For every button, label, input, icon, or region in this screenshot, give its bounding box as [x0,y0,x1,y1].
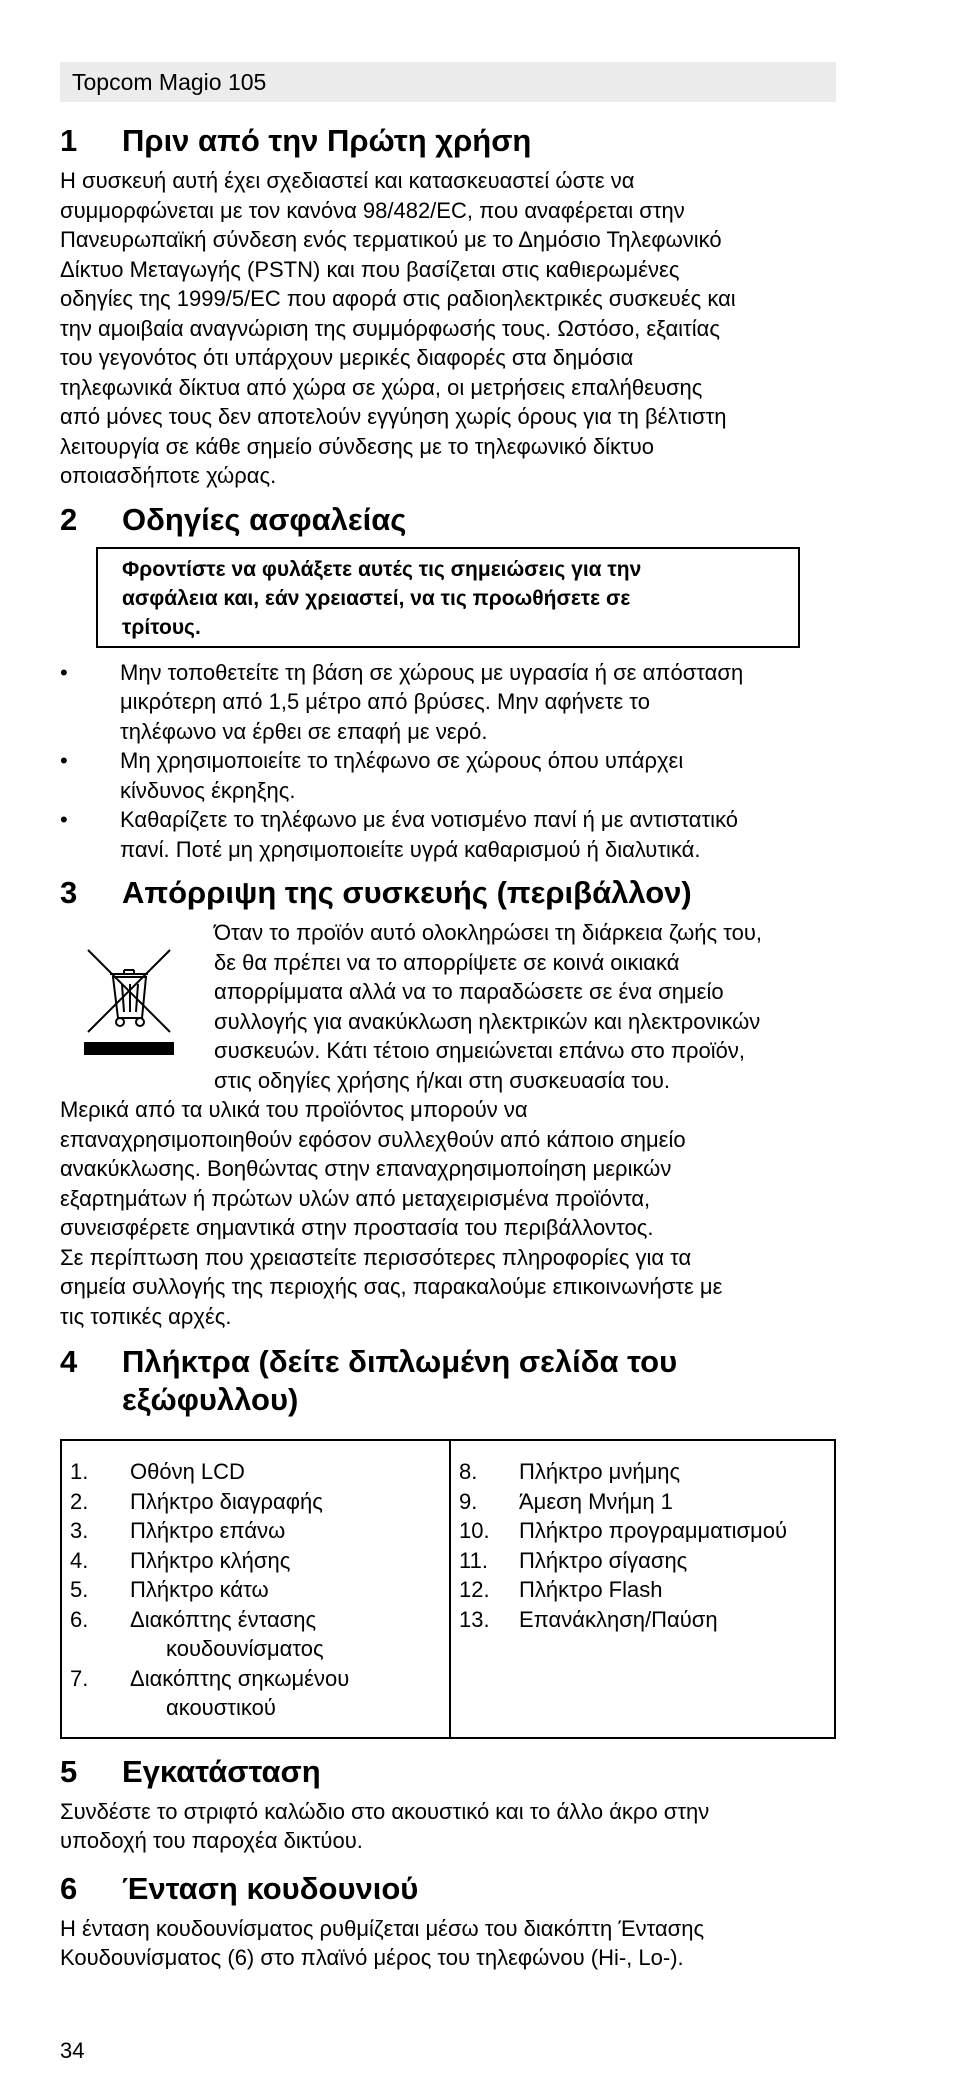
text-line: Μην τοποθετείτε τη βάση σε χώρους με υγρασία ή σε απόσταση [120,659,744,685]
section-number: 3 [60,875,78,910]
key-item [70,1575,449,1605]
text-line: του γεγονότος ότι υπάρχουν μερικές διαφορές στα δημόσια [60,345,634,370]
text-line: Δίκτυο Μεταγωγής (PSTN) και που βασίζεται στις καθιερωμένες [60,256,680,282]
key-number: 8. [459,1459,478,1484]
key-number: 5. [70,1577,89,1602]
text-line: Καθαρίζετε το τηλέφωνο με ένα νοτισμένο πανί ή με αντιστατικό [120,807,739,832]
text-line: τις τοπικές αρχές. [60,1303,232,1329]
text-line: σημεία συλλογής της περιοχής σας, παρακαλούμε επικοινωνήστε με [60,1274,723,1299]
text-line: τηλέφωνο να έρθει σε επαφή με νερό. [120,718,488,744]
page-content [60,112,840,1973]
section-title [122,1343,840,1419]
key-label: Πλήκτρο μνήμης [519,1459,681,1484]
text-line: Κουδουνίσματος (6) στο πλαϊνό μέρος του τηλεφώνου (Hi-, Lo-). [60,1945,684,1970]
text-line: πανί. Ποτέ μη χρησιμοποιείτε υγρά καθαρισμού ή διαλυτικά. [120,836,701,862]
text-line: συμμορφώνεται με τον κανόνα 98/482/EC, που αναφέρεται στην [60,197,685,223]
text-line: Μερικά από τα υλικά του προϊόντος μπορούν να [60,1097,528,1122]
key-label: Επανάκληση/Παύση [519,1606,718,1632]
section-number: 2 [60,501,78,537]
notice-line: τρίτους. [122,615,201,639]
key-label: Πλήκτρο σίγασης [519,1547,688,1573]
section-3-body [60,1095,840,1331]
bullet-icon: • [60,748,68,773]
section-title: Οδηγίες ασφαλείας [122,501,407,537]
text-line: συσκευών. Κάτι τέτοιο σημειώνεται επάνω στο προϊόν, [214,1038,746,1063]
bullet-icon: • [60,659,68,685]
title-line: Πλήκτρα (δείτε διπλωμένη σελίδα του [122,1344,678,1379]
text-line: από μόνες τους δεν αποτελούν εγγύηση χωρίς όρους για τη βέλτιστη [60,404,727,429]
disposal-block [60,918,840,1095]
page-number: 34 [60,2038,85,2063]
key-item [459,1575,834,1605]
text-line: συλλογής για ανακύκλωση ηλεκτρικών και ηλεκτρονικών [214,1008,761,1034]
keys-column-left [62,1441,451,1737]
key-number: 3. [70,1518,89,1543]
text-line: οδηγίες της 1999/5/EC που αφορά στις ραδιοηλεκτρικές συσκευές και [60,286,736,311]
section-number: 4 [60,1344,78,1379]
text-line: Πανευρωπαϊκή σύνδεση ενός τερματικού με το Δημόσιο Τηλεφωνικό [60,227,722,252]
key-item [70,1605,449,1664]
key-label-line: κουδουνίσματος [166,1636,324,1661]
key-item [70,1546,449,1576]
header-title: Topcom Magio 105 [72,69,267,95]
section-3-heading [60,874,840,912]
key-item [70,1516,449,1546]
section-4-heading [60,1343,840,1419]
text-line: την αμοιβαία αναγνώριση της συμμόρφωσής τους. Ωστόσο, εξαιτίας [60,315,720,341]
text-line: υποδοχή του παροχέα δικτύου. [60,1828,363,1853]
safety-notice-box [96,547,800,648]
text-line: κίνδυνος έκρηξης. [120,777,296,803]
text-line: οποιασδήποτε χώρας. [60,463,277,488]
key-label [130,1664,449,1723]
section-2-heading [60,501,840,539]
key-number: 11. [459,1547,488,1573]
key-item [70,1664,449,1723]
key-number: 9. [459,1488,478,1514]
section-title: Εγκατάσταση [122,1753,321,1789]
key-number: 1. [70,1459,89,1484]
text-line: μικρότερη από 1,5 μέτρο από βρύσες. Μην αφήνετε το [120,689,650,714]
text-line: ανακύκλωσης. Βοηθώντας στην επαναχρησιμοποίηση μερικών [60,1156,672,1181]
text-line: δε θα πρέπει να το απορρίψετε σε κοινά οικιακά [214,949,680,975]
key-item [459,1516,834,1546]
text-line: Συνδέστε το στριφτό καλώδιο στο ακουστικό και το άλλο άκρο στην [60,1798,710,1824]
text-line: απορρίμματα αλλά να το παραδώσετε σε ένα σημείο [214,979,724,1004]
text-line: Μη χρησιμοποιείτε το τηλέφωνο σε χώρους όπου υπάρχει [120,748,684,773]
key-label: Άμεση Μνήμη 1 [519,1488,673,1514]
key-number: 4. [70,1547,89,1573]
list-item [60,805,840,864]
key-label: Οθόνη LCD [130,1459,245,1484]
section-number: 6 [60,1870,78,1906]
section-number: 5 [60,1753,78,1789]
text-line: Η ένταση κουδουνίσματος ρυθμίζεται μέσω του διακόπτη Έντασης [60,1915,705,1941]
section-1-body [60,166,840,491]
disposal-side-text [214,918,840,1095]
section-1-heading [60,122,840,160]
text-line: λειτουργία σε κάθε σημείο σύνδεσης με το τηλεφωνικό δίκτυο [60,433,654,459]
key-label [130,1605,449,1664]
text-line: τηλεφωνικά δίκτυα από χώρα σε χώρα, οι μετρήσεις επαλήθευσης [60,374,703,400]
key-number: 12. [459,1577,490,1602]
key-number: 7. [70,1665,89,1691]
key-label-line: Διακόπτης σηκωμένου [130,1665,350,1691]
key-number: 2. [70,1488,89,1514]
key-label-line: Διακόπτης έντασης [130,1606,317,1632]
bullet-icon: • [60,807,68,832]
section-5-heading [60,1753,840,1791]
key-number: 10. [459,1518,490,1543]
text-line: στις οδηγίες χρήσης ή/και στη συσκευασία του. [214,1067,671,1093]
list-item [60,746,840,805]
key-item [459,1487,834,1517]
keys-table [60,1439,836,1739]
key-label-line: ακουστικού [166,1695,276,1720]
notice-line: Φροντίστε να φυλάξετε αυτές τις σημειώσεις για την [122,557,642,581]
text-line: συνεισφέρετε σημαντικά στην προστασία του περιβάλλοντος. [60,1215,654,1240]
key-label: Πλήκτρο κάτω [130,1577,269,1602]
text-line: Η συσκευή αυτή έχει σχεδιαστεί και κατασκευαστεί ώστε να [60,168,635,193]
key-item [70,1487,449,1517]
list-item [60,658,840,747]
key-item [459,1546,834,1576]
text-line: εξαρτημάτων ή πρώτων υλών από μεταχειρισμένα προϊόντα, [60,1185,651,1211]
text-line: επαναχρησιμοποιηθούν εφόσον συλλεχθούν από κάποιο σημείο [60,1126,686,1152]
safety-list [60,658,840,865]
key-item [70,1457,449,1487]
keys-column-right [451,1441,834,1737]
notice-line: ασφάλεια και, εάν χρειαστεί, να τις προωθήσετε σε [122,586,631,610]
text-line: Σε περίπτωση που χρειαστείτε περισσότερες πληροφορίες για τα [60,1244,692,1270]
title-line: εξώφυλλου) [122,1382,299,1417]
key-label: Πλήκτρο προγραμματισμού [519,1518,788,1543]
key-label: Πλήκτρο Flash [519,1577,663,1602]
key-number: 6. [70,1606,89,1632]
section-title: Ένταση κουδουνιού [122,1870,419,1906]
crossed-out-wheelie-bin-icon [60,918,214,1095]
key-label: Πλήκτρο διαγραφής [130,1488,323,1514]
key-item [459,1457,834,1487]
key-item [459,1605,834,1635]
section-title: Απόρριψη της συσκευής (περιβάλλον) [122,875,692,910]
key-label: Πλήκτρο επάνω [130,1518,286,1543]
section-title: Πριν από την Πρώτη χρήση [122,123,532,158]
section-6-body [60,1914,840,1973]
running-header [60,62,836,102]
key-label: Πλήκτρο κλήσης [130,1547,291,1573]
section-6-heading [60,1870,840,1908]
section-5-body [60,1797,840,1856]
text-line: Όταν το προϊόν αυτό ολοκληρώσει τη διάρκεια ζωής του, [214,920,763,945]
key-number: 13. [459,1606,490,1632]
section-number: 1 [60,123,78,158]
